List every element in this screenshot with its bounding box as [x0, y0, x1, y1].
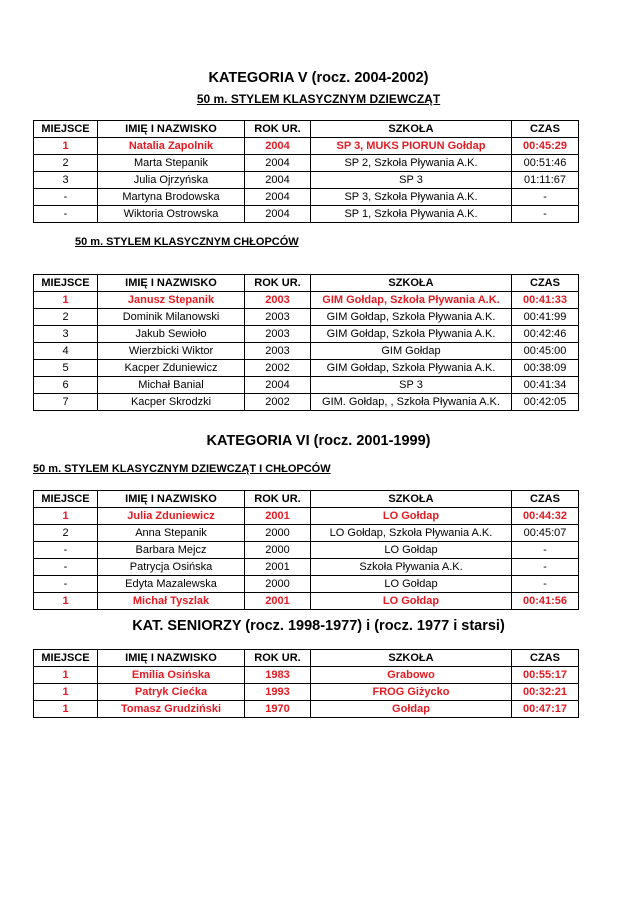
- cell-school: SP 3: [311, 172, 512, 189]
- cell-name: Anna Stepanik: [98, 525, 245, 542]
- cell-year: 2000: [245, 525, 311, 542]
- header-row: [34, 650, 579, 667]
- cell-place: 1: [34, 138, 98, 155]
- cell-name: Patrycja Osińska: [98, 559, 245, 576]
- cell-school: LO Gołdap, Szkoła Pływania A.K.: [311, 525, 512, 542]
- cell-name: Julia Ojrzyńska: [98, 172, 245, 189]
- table-row: [34, 593, 579, 610]
- cell-year: 2004: [245, 377, 311, 394]
- column-header-place: MIEJSCE: [34, 275, 98, 292]
- cell-school: GIM Gołdap, Szkoła Pływania A.K.: [311, 326, 512, 343]
- cell-name: Natalia Zapolnik: [98, 138, 245, 155]
- cell-name: Kacper Zduniewicz: [98, 360, 245, 377]
- column-header-time: CZAS: [512, 650, 579, 667]
- cell-year: 2002: [245, 394, 311, 411]
- cell-year: 2004: [245, 189, 311, 206]
- column-header-name: IMIĘ I NAZWISKO: [98, 121, 245, 138]
- cell-time: 00:41:33: [512, 292, 579, 309]
- header-row: [34, 491, 579, 508]
- table-row: [34, 172, 579, 189]
- header-row: [34, 121, 579, 138]
- cell-school: LO Gołdap: [311, 576, 512, 593]
- cell-school: SP 3: [311, 377, 512, 394]
- column-header-place: MIEJSCE: [34, 650, 98, 667]
- cell-time: 00:44:32: [512, 508, 579, 525]
- table-row: [34, 326, 579, 343]
- cell-name: Michał Banial: [98, 377, 245, 394]
- cell-school: LO Gołdap: [311, 542, 512, 559]
- cell-place: 2: [34, 155, 98, 172]
- table-row: [34, 508, 579, 525]
- column-header-year: ROK UR.: [245, 650, 311, 667]
- cell-place: -: [34, 559, 98, 576]
- cell-school: SP 1, Szkoła Pływania A.K.: [311, 206, 512, 223]
- cell-name: Janusz Stepanik: [98, 292, 245, 309]
- table-row: [34, 667, 579, 684]
- column-header-school: SZKOŁA: [311, 650, 512, 667]
- cell-year: 2002: [245, 360, 311, 377]
- cell-year: 2003: [245, 292, 311, 309]
- table-row: [34, 684, 579, 701]
- cell-place: 3: [34, 326, 98, 343]
- column-header-name: IMIĘ I NAZWISKO: [98, 650, 245, 667]
- cell-school: FROG Giżycko: [311, 684, 512, 701]
- cell-name: Kacper Skrodzki: [98, 394, 245, 411]
- cell-place: 4: [34, 343, 98, 360]
- cell-time: 00:41:99: [512, 309, 579, 326]
- cell-name: Julia Zduniewicz: [98, 508, 245, 525]
- cell-name: Barbara Mejcz: [98, 542, 245, 559]
- cell-year: 2004: [245, 172, 311, 189]
- cell-name: Edyta Mazalewska: [98, 576, 245, 593]
- cell-time: 00:51:46: [512, 155, 579, 172]
- cell-place: 2: [34, 525, 98, 542]
- cell-name: Emilia Osińska: [98, 667, 245, 684]
- cell-time: 00:38:09: [512, 360, 579, 377]
- table-row: [34, 360, 579, 377]
- cell-name: Marta Stepanik: [98, 155, 245, 172]
- cell-school: GIM Gołdap, Szkoła Pływania A.K.: [311, 360, 512, 377]
- cell-time: 00:55:17: [512, 667, 579, 684]
- column-header-year: ROK UR.: [245, 121, 311, 138]
- cell-place: 1: [34, 667, 98, 684]
- column-header-name: IMIĘ I NAZWISKO: [98, 275, 245, 292]
- cell-place: 6: [34, 377, 98, 394]
- cell-time: 00:42:46: [512, 326, 579, 343]
- table-row: [34, 189, 579, 206]
- cell-place: 5: [34, 360, 98, 377]
- table-row: [34, 542, 579, 559]
- category-vi-title: KATEGORIA VI (rocz. 2001-1999): [206, 433, 431, 449]
- cell-school: LO Gołdap: [311, 593, 512, 610]
- cell-year: 1993: [245, 684, 311, 701]
- cell-place: -: [34, 189, 98, 206]
- cell-school: Grabowo: [311, 667, 512, 684]
- cell-place: 1: [34, 701, 98, 718]
- cell-year: 2003: [245, 326, 311, 343]
- cell-name: Martyna Brodowska: [98, 189, 245, 206]
- table-row: [34, 292, 579, 309]
- cell-name: Wierzbicki Wiktor: [98, 343, 245, 360]
- table-row: [34, 377, 579, 394]
- cell-time: 00:41:34: [512, 377, 579, 394]
- cell-school: LO Gołdap: [311, 508, 512, 525]
- cell-time: 00:45:00: [512, 343, 579, 360]
- cell-name: Wiktoria Ostrowska: [98, 206, 245, 223]
- cell-school: SP 3, Szkoła Pływania A.K.: [311, 189, 512, 206]
- seniors-title: KAT. SENIORZY (rocz. 1998-1977) i (rocz. 1977 i starsi): [132, 618, 505, 634]
- results-table-category-vi: [33, 490, 579, 610]
- cell-school: Gołdap: [311, 701, 512, 718]
- cell-time: 01:11:67: [512, 172, 579, 189]
- header-row: [34, 275, 579, 292]
- cell-year: 1970: [245, 701, 311, 718]
- cell-time: 00:45:29: [512, 138, 579, 155]
- cell-place: -: [34, 542, 98, 559]
- results-table-category-v-boys: [33, 274, 579, 411]
- column-header-year: ROK UR.: [245, 491, 311, 508]
- category-vi-subtitle: 50 m. STYLEM KLASYCZNYM DZIEWCZĄT I CHŁOPCÓW: [33, 463, 331, 475]
- column-header-place: MIEJSCE: [34, 121, 98, 138]
- cell-place: 7: [34, 394, 98, 411]
- column-header-school: SZKOŁA: [311, 121, 512, 138]
- table-row: [34, 343, 579, 360]
- table-row: [34, 309, 579, 326]
- cell-time: -: [512, 189, 579, 206]
- column-header-time: CZAS: [512, 121, 579, 138]
- cell-time: -: [512, 206, 579, 223]
- table-row: [34, 155, 579, 172]
- cell-year: 2003: [245, 343, 311, 360]
- cell-place: 1: [34, 292, 98, 309]
- category-v-girls-subtitle: 50 m. STYLEM KLASYCZNYM DZIEWCZĄT: [196, 92, 441, 106]
- cell-name: Tomasz Grudziński: [98, 701, 245, 718]
- cell-year: 2003: [245, 309, 311, 326]
- column-header-school: SZKOŁA: [311, 491, 512, 508]
- cell-year: 2001: [245, 593, 311, 610]
- cell-year: 2001: [245, 508, 311, 525]
- table-row: [34, 559, 579, 576]
- cell-time: 00:41:56: [512, 593, 579, 610]
- cell-time: -: [512, 542, 579, 559]
- column-header-name: IMIĘ I NAZWISKO: [98, 491, 245, 508]
- results-table-category-v-girls: [33, 120, 579, 223]
- table-row: [34, 138, 579, 155]
- cell-school: GIM Gołdap, Szkoła Pływania A.K.: [311, 292, 512, 309]
- cell-name: Dominik Milanowski: [98, 309, 245, 326]
- column-header-time: CZAS: [512, 491, 579, 508]
- cell-time: 00:42:05: [512, 394, 579, 411]
- cell-place: 1: [34, 593, 98, 610]
- cell-name: Patryk Ciećka: [98, 684, 245, 701]
- cell-time: -: [512, 576, 579, 593]
- cell-name: Jakub Sewioło: [98, 326, 245, 343]
- cell-year: 2000: [245, 542, 311, 559]
- category-v-title: KATEGORIA V (rocz. 2004-2002): [208, 70, 429, 86]
- cell-place: -: [34, 576, 98, 593]
- cell-time: 00:47:17: [512, 701, 579, 718]
- cell-school: GIM Gołdap: [311, 343, 512, 360]
- cell-school: GIM Gołdap, Szkoła Pływania A.K.: [311, 309, 512, 326]
- category-v-boys-subtitle: 50 m. STYLEM KLASYCZNYM CHŁOPCÓW: [75, 236, 299, 248]
- cell-school: GIM. Gołdap, , Szkoła Pływania A.K.: [311, 394, 512, 411]
- cell-place: -: [34, 206, 98, 223]
- cell-year: 2004: [245, 138, 311, 155]
- cell-year: 2004: [245, 206, 311, 223]
- cell-year: 2001: [245, 559, 311, 576]
- cell-year: 1983: [245, 667, 311, 684]
- cell-school: SP 2, Szkoła Pływania A.K.: [311, 155, 512, 172]
- cell-year: 2004: [245, 155, 311, 172]
- cell-school: Szkoła Pływania A.K.: [311, 559, 512, 576]
- column-header-time: CZAS: [512, 275, 579, 292]
- cell-name: Michał Tyszlak: [98, 593, 245, 610]
- column-header-place: MIEJSCE: [34, 491, 98, 508]
- cell-school: SP 3, MUKS PIORUN Gołdap: [311, 138, 512, 155]
- table-row: [34, 701, 579, 718]
- column-header-year: ROK UR.: [245, 275, 311, 292]
- cell-time: 00:45:07: [512, 525, 579, 542]
- column-header-school: SZKOŁA: [311, 275, 512, 292]
- cell-place: 1: [34, 508, 98, 525]
- cell-place: 2: [34, 309, 98, 326]
- cell-place: 1: [34, 684, 98, 701]
- table-row: [34, 394, 579, 411]
- table-row: [34, 525, 579, 542]
- results-table-seniors: [33, 649, 579, 718]
- table-row: [34, 576, 579, 593]
- cell-year: 2000: [245, 576, 311, 593]
- table-row: [34, 206, 579, 223]
- cell-time: -: [512, 559, 579, 576]
- cell-time: 00:32:21: [512, 684, 579, 701]
- cell-place: 3: [34, 172, 98, 189]
